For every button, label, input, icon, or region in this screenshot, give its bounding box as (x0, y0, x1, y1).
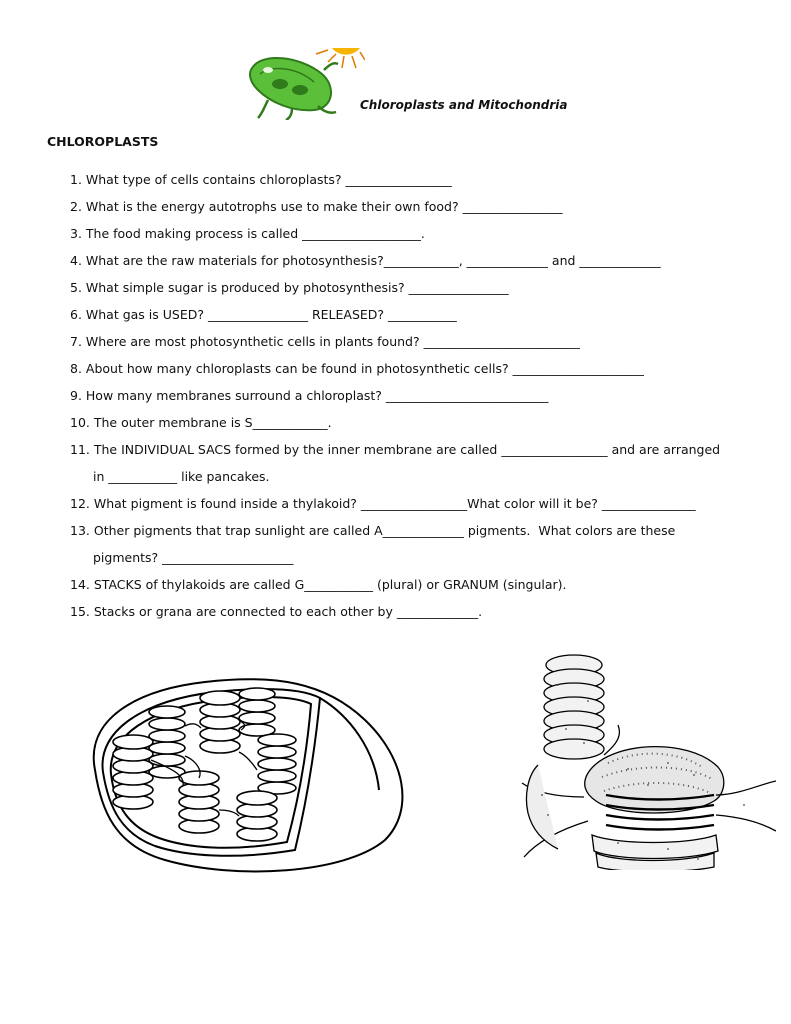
chloroplast-sun-logo (240, 40, 365, 120)
question-10: 10. The outer membrane is S____________. (70, 415, 332, 430)
question-5: 5. What simple sugar is produced by photosynthesis? ________________ (70, 280, 509, 295)
question-12: 12. What pigment is found inside a thylakoid? _________________What color will it be? _______________ (70, 496, 696, 511)
question-11: 11. The INDIVIDUAL SACS formed by the inner membrane are called _________________ and are arranged (70, 442, 721, 457)
granum-thylakoid-diagram (518, 645, 776, 870)
section-heading: CHLOROPLASTS (47, 134, 159, 149)
sun-icon (332, 48, 360, 55)
question-1: 1. What type of cells contains chloroplasts? _________________ (70, 172, 452, 187)
worksheet-title: Chloroplasts and Mitochondria (360, 98, 568, 112)
chloroplast-cutaway-diagram (75, 660, 413, 878)
question-15: 15. Stacks or grana are connected to each other by _____________. (70, 604, 483, 619)
question-8: 8. About how many chloroplasts can be found in photosynthetic cells? _____________________ (70, 361, 644, 376)
question-3: 3. The food making process is called ___________________. (70, 226, 425, 241)
question-6: 6. What gas is USED? ________________ RELEASED? ___________ (70, 307, 457, 322)
question-11-continued: in ___________ like pancakes. (93, 469, 270, 484)
question-4: 4. What are the raw materials for photosynthesis?____________, _____________ and _____________ (70, 253, 661, 268)
question-13: 13. Other pigments that trap sunlight are called A_____________ pigments. What colors are these (70, 523, 676, 538)
question-14: 14. STACKS of thylakoids are called G___________ (plural) or GRANUM (singular). (70, 577, 567, 592)
question-7: 7. Where are most photosynthetic cells in plants found? _________________________ (70, 334, 580, 349)
question-9: 9. How many membranes surround a chloroplast? __________________________ (70, 388, 549, 403)
question-13-continued: pigments? _____________________ (93, 550, 294, 565)
question-2: 2. What is the energy autotrophs use to make their own food? ________________ (70, 199, 563, 214)
